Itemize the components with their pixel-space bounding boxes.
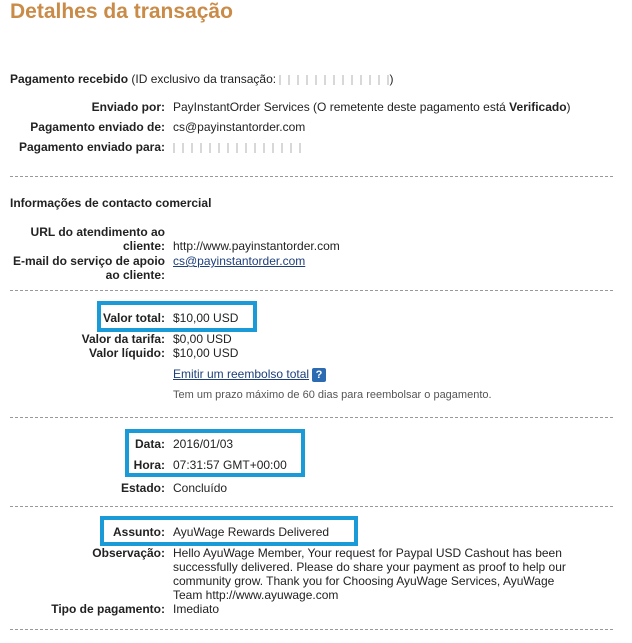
note-label: Observação: xyxy=(92,546,165,560)
divider xyxy=(10,506,613,507)
sent-to-label: Pagamento enviado para: xyxy=(18,140,165,154)
payment-received-label: Pagamento recebido xyxy=(10,72,129,86)
divider xyxy=(10,629,613,630)
total-amount-value: $10,00 USD xyxy=(173,311,239,325)
payment-type-label: Tipo de pagamento: xyxy=(51,602,165,616)
sent-by-name: PayInstantOrder Services (O remetente deste pagamento está xyxy=(173,100,510,114)
redacted-recipient-email xyxy=(173,143,303,153)
date-value: 2016/01/03 xyxy=(173,437,234,451)
payment-received-line xyxy=(10,72,393,86)
net-amount-label: Valor líquido: xyxy=(88,346,165,360)
contact-heading: Informações de contacto comercial xyxy=(10,196,212,210)
payment-type-value: Imediato xyxy=(173,602,220,616)
support-email-label: E-mail do serviço de apoio ao cliente: xyxy=(12,254,165,282)
subject-value: AyuWage Rewards Delivered xyxy=(173,525,330,539)
sent-by-value xyxy=(173,100,571,114)
question-mark-icon[interactable]: ? xyxy=(312,368,326,382)
date-label: Data: xyxy=(134,437,165,451)
refund-row xyxy=(173,367,326,382)
divider xyxy=(10,417,613,418)
redacted-transaction-id xyxy=(279,75,389,85)
net-amount-value: $10,00 USD xyxy=(173,346,239,360)
sent-by-end: ) xyxy=(566,100,571,114)
transaction-id-suffix: ) xyxy=(389,72,394,86)
note-value: Hello AyuWage Member, Your request for Paypal USD Cashout has been successfully delivered. Please do share your payment as proof to help our community grow. Thank you for Choosing AyuWage Services, AyuWage Team http://www.ayuwage.com xyxy=(173,546,566,602)
support-url-value: http://www.payinstantorder.com xyxy=(173,239,340,253)
sent-to-value xyxy=(173,140,303,154)
page-title: Detalhes da transação xyxy=(10,0,233,23)
sent-by-label: Enviado por: xyxy=(91,100,165,114)
verified-status: Verificado xyxy=(509,100,567,114)
status-label: Estado: xyxy=(120,481,165,495)
sent-from-label: Pagamento enviado de: xyxy=(30,120,165,134)
subject-label: Assunto: xyxy=(113,525,165,539)
divider xyxy=(10,176,613,177)
support-url-label: URL do atendimento ao cliente: xyxy=(30,225,165,253)
status-value: Concluído xyxy=(173,481,228,495)
refund-deadline-note: Tem um prazo máximo de 60 dias para reembolsar o pagamento. xyxy=(173,389,492,401)
sent-from-value: cs@payinstantorder.com xyxy=(173,120,306,134)
divider xyxy=(10,290,613,291)
transaction-id-prefix: (ID exclusivo da transação: xyxy=(131,72,277,86)
full-refund-link[interactable]: Emitir um reembolso total xyxy=(173,367,310,381)
fee-amount-label: Valor da tarifa: xyxy=(81,332,165,346)
time-label: Hora: xyxy=(133,458,165,472)
fee-amount-value: $0,00 USD xyxy=(173,332,232,346)
time-value: 07:31:57 GMT+00:00 xyxy=(173,458,287,472)
total-amount-label: Valor total: xyxy=(102,311,165,325)
support-email-link[interactable]: cs@payinstantorder.com xyxy=(173,254,306,268)
